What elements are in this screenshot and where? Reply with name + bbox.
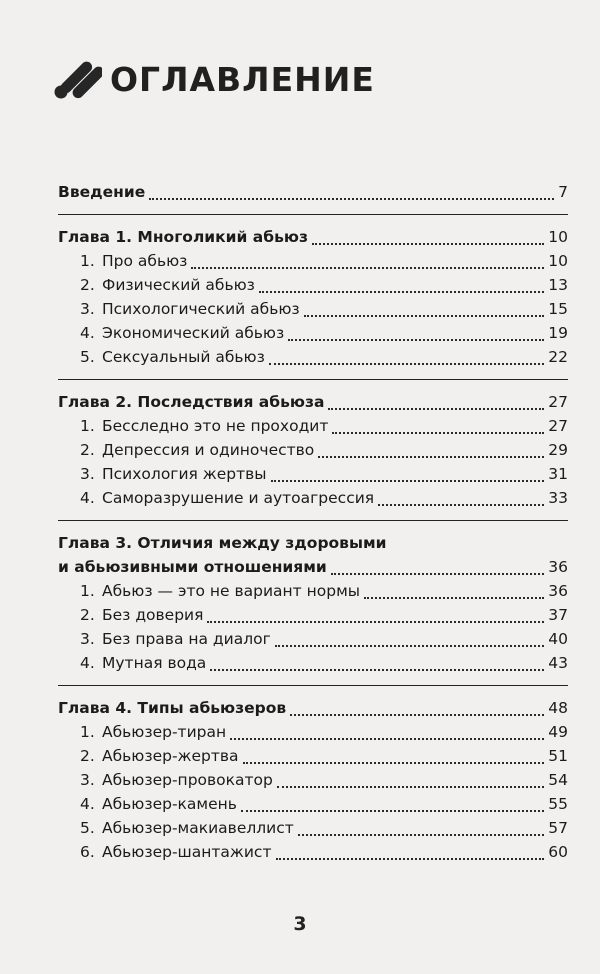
item-title: Психологический абьюз bbox=[102, 300, 300, 318]
leader-dots bbox=[298, 834, 544, 836]
leader-dots bbox=[364, 597, 544, 599]
item-page: 51 bbox=[548, 747, 568, 765]
item-title: Сексуальный абьюз bbox=[102, 348, 265, 366]
page-number: 3 bbox=[293, 913, 307, 935]
toc-item bbox=[58, 249, 568, 273]
item-title: Экономический абьюз bbox=[102, 324, 285, 342]
leader-dots bbox=[312, 243, 544, 245]
item-page: 15 bbox=[548, 300, 568, 318]
item-number: 1. bbox=[80, 582, 95, 600]
chapter-title: Глава 2. Последствия абьюза bbox=[58, 393, 325, 411]
leader-dots bbox=[241, 810, 544, 812]
item-title: Про абьюз bbox=[102, 252, 188, 270]
item-number: 4. bbox=[80, 489, 95, 507]
item-page: 40 bbox=[548, 630, 568, 648]
toc-item bbox=[58, 651, 568, 675]
toc-item bbox=[58, 579, 568, 603]
leader-dots bbox=[269, 363, 544, 365]
item-number: 4. bbox=[80, 795, 95, 813]
leader-dots bbox=[191, 267, 544, 269]
leader-dots bbox=[378, 504, 544, 506]
leader-dots bbox=[259, 291, 544, 293]
toc-item bbox=[58, 297, 568, 321]
item-page: 22 bbox=[548, 348, 568, 366]
toc-item bbox=[58, 720, 568, 744]
chapter-page: 10 bbox=[548, 228, 568, 246]
item-page: 57 bbox=[548, 819, 568, 837]
toc-item bbox=[58, 273, 568, 297]
toc-item bbox=[58, 486, 568, 510]
leader-dots bbox=[275, 645, 545, 647]
toc-chapter bbox=[58, 696, 568, 720]
toc-intro-title: Введение bbox=[58, 183, 146, 201]
toc-item bbox=[58, 768, 568, 792]
item-title: Бесследно это не проходит bbox=[102, 417, 329, 435]
item-page: 19 bbox=[548, 324, 568, 342]
toc-item bbox=[58, 414, 568, 438]
toc-intro-page: 7 bbox=[558, 183, 568, 201]
item-number: 1. bbox=[80, 417, 95, 435]
logo-icon bbox=[54, 57, 102, 99]
item-page: 31 bbox=[548, 465, 568, 483]
item-number: 2. bbox=[80, 441, 95, 459]
leader-dots bbox=[288, 339, 544, 341]
item-title: Абьюзер-жертва bbox=[102, 747, 239, 765]
chapter-title: и абьюзивными отношениями bbox=[58, 558, 327, 576]
item-page: 13 bbox=[548, 276, 568, 294]
item-title: Абьюз — это не вариант нормы bbox=[102, 582, 361, 600]
item-page: 33 bbox=[548, 489, 568, 507]
item-title: Абьюзер-камень bbox=[102, 795, 237, 813]
item-number: 3. bbox=[80, 630, 95, 648]
leader-dots bbox=[207, 621, 544, 623]
item-page: 37 bbox=[548, 606, 568, 624]
table-of-contents bbox=[58, 180, 568, 864]
item-page: 55 bbox=[548, 795, 568, 813]
toc-chapter bbox=[58, 555, 568, 579]
chapter-page: 48 bbox=[548, 699, 568, 717]
toc-item bbox=[58, 816, 568, 840]
item-page: 43 bbox=[548, 654, 568, 672]
item-page: 10 bbox=[548, 252, 568, 270]
item-number: 1. bbox=[80, 723, 95, 741]
item-number: 5. bbox=[80, 348, 95, 366]
leader-dots bbox=[271, 480, 545, 482]
item-number: 2. bbox=[80, 747, 95, 765]
toc-item bbox=[58, 321, 568, 345]
leader-dots bbox=[332, 432, 544, 434]
leader-dots bbox=[277, 786, 544, 788]
chapter-page: 27 bbox=[548, 393, 568, 411]
item-page: 27 bbox=[548, 417, 568, 435]
item-title: Физический абьюз bbox=[102, 276, 255, 294]
toc-item bbox=[58, 744, 568, 768]
leader-dots bbox=[149, 198, 554, 200]
item-number: 2. bbox=[80, 606, 95, 624]
item-title: Саморазрушение и аутоагрессия bbox=[102, 489, 375, 507]
page-title: ОГЛАВЛЕНИЕ bbox=[110, 60, 375, 99]
item-title: Абьюзер-тиран bbox=[102, 723, 227, 741]
item-page: 60 bbox=[548, 843, 568, 861]
chapter-title: Глава 4. Типы абьюзеров bbox=[58, 699, 287, 717]
item-page: 54 bbox=[548, 771, 568, 789]
leader-dots bbox=[210, 669, 544, 671]
item-number: 4. bbox=[80, 654, 95, 672]
item-number: 3. bbox=[80, 465, 95, 483]
toc-chapter bbox=[58, 390, 568, 414]
toc-item bbox=[58, 627, 568, 651]
chapter-title-line1: Глава 3. Отличия между здоровыми bbox=[58, 534, 387, 552]
leader-dots bbox=[328, 408, 544, 410]
leader-dots bbox=[318, 456, 544, 458]
item-number: 3. bbox=[80, 300, 95, 318]
item-title: Мутная вода bbox=[102, 654, 207, 672]
toc-intro bbox=[58, 180, 568, 204]
toc-item bbox=[58, 345, 568, 369]
item-title: Психология жертвы bbox=[102, 465, 267, 483]
item-number: 5. bbox=[80, 819, 95, 837]
chapter-title: Глава 1. Многоликий абьюз bbox=[58, 228, 308, 246]
toc-item bbox=[58, 792, 568, 816]
toc-item bbox=[58, 603, 568, 627]
item-number: 6. bbox=[80, 843, 95, 861]
leader-dots bbox=[331, 573, 545, 575]
item-title: Абьюзер-макиавеллист bbox=[102, 819, 294, 837]
leader-dots bbox=[243, 762, 545, 764]
item-title: Депрессия и одиночество bbox=[102, 441, 315, 459]
toc-item bbox=[58, 462, 568, 486]
chapter-page: 36 bbox=[548, 558, 568, 576]
item-title: Без права на диалог bbox=[102, 630, 271, 648]
leader-dots bbox=[290, 714, 544, 716]
item-number: 4. bbox=[80, 324, 95, 342]
item-title: Без доверия bbox=[102, 606, 204, 624]
item-number: 1. bbox=[80, 252, 95, 270]
item-number: 2. bbox=[80, 276, 95, 294]
toc-chapter bbox=[58, 225, 568, 249]
leader-dots bbox=[276, 858, 545, 860]
item-title: Абьюзер-провокатор bbox=[102, 771, 273, 789]
leader-dots bbox=[304, 315, 545, 317]
item-page: 49 bbox=[548, 723, 568, 741]
item-page: 29 bbox=[548, 441, 568, 459]
toc-item bbox=[58, 438, 568, 462]
item-title: Абьюзер-шантажист bbox=[102, 843, 272, 861]
toc-item bbox=[58, 840, 568, 864]
item-number: 3. bbox=[80, 771, 95, 789]
item-page: 36 bbox=[548, 582, 568, 600]
leader-dots bbox=[230, 738, 544, 740]
